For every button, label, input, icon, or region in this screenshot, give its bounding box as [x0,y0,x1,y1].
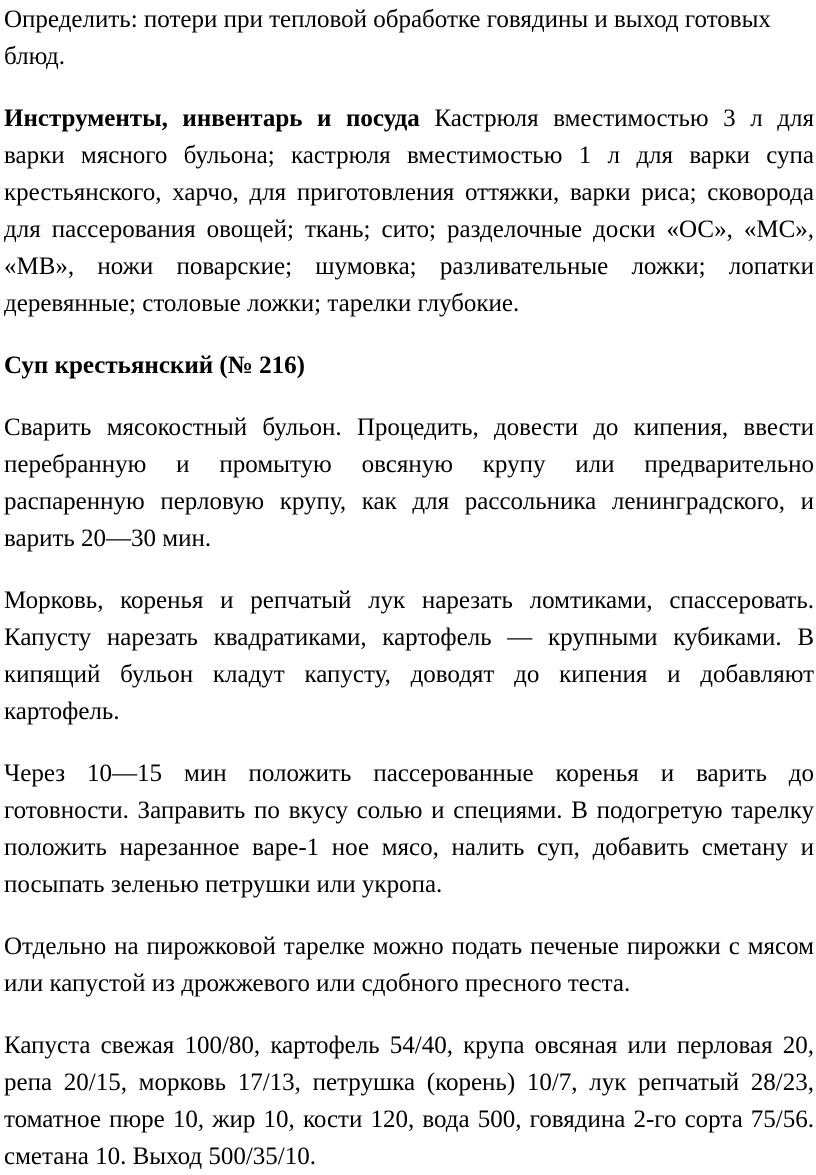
document-page [4,0,814,1175]
tools-text: Кастрюля вместимостью 3 л для варки мясного бульона; кастрюля вместимостью 1 л для варки супа крестьянского, харчо, для приготовления оттяжки, варки риса; сковорода для пассерования овощей; ткань; сито; разделочные доски «ОС», «МС», «МВ», ножи поварские; шумовка; разливательные ложки; лопатки деревянные; столовые ложки; тарелки глубокие. [4,105,814,317]
paragraph: Отдельно на пирожковой тарелке можно подать печеные пирожки с мясом или капустой из дрожжевого или сдобного пресного теста. [4,933,814,997]
task-intro: Определить: потери при тепловой обработке говядины и выход готовых блюд. [4,6,771,70]
tools-paragraph [4,100,814,322]
paragraph: Сварить мясокостный бульон. Процедить, довести до кипения, ввести перебранную и промытую овсяную крупу или предварительно распаренную перловую крупу, как для рассольника ленинградского, и варить 20—30 мин. [4,414,814,552]
recipe-title: Суп крестьянский (№ 216) [4,352,305,379]
ingredients-paragraph: Капуста свежая 100/80, картофель 54/40, крупа овсяная или перловая 20, репа 20/15, морковь 17/13, петрушка (корень) 10/7, лук репчатый 28/23, томатное пюре 10, жир 10, кости 120, вода 500, говядина 2-го сорта 75/56. сметана 10. Выход 500/35/10. [4,1032,814,1170]
tools-heading: Инструменты, инвентарь и посуда [4,105,420,132]
paragraph: Через 10—15 мин положить пассерованные коренья и варить до готовности. Заправить по вкусу солью и специями. В подогретую тарелку положить нарезанное варе-1 ное мясо, налить суп, добавить сметану и посыпать зеленью петрушки или укропа. [4,760,814,898]
paragraph: Морковь, коренья и репчатый лук нарезать ломтиками, спассеровать. Капусту нарезать квадратиками, картофель — крупными кубиками. В кипящий бульон кладут капусту, доводят до кипения и добавляют картофель. [4,587,814,725]
